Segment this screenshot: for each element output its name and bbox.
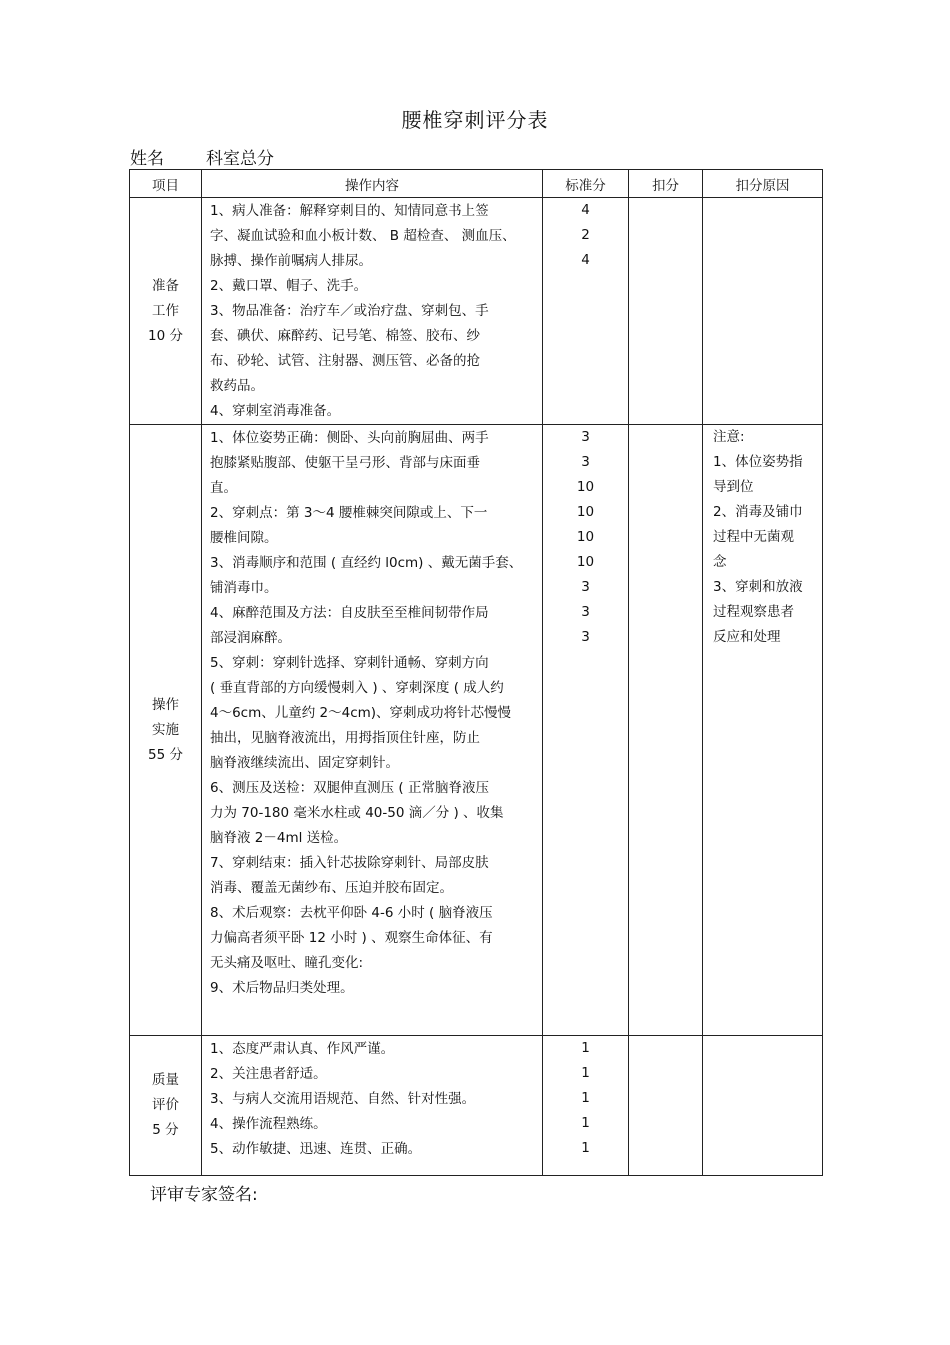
standard-score-value: 3 bbox=[581, 454, 590, 470]
content-line: 4、操作流程熟练。 bbox=[210, 1116, 327, 1132]
content-line: 4、麻醉范围及方法：自皮肤至至椎间韧带作局 bbox=[210, 605, 489, 621]
content-line: 4～6cm、儿童约 2～4cm)、穿刺成功将针芯慢慢 bbox=[210, 705, 512, 721]
table-header-row bbox=[130, 170, 823, 198]
content-line: 抽出，见脑脊液流出，用拇指顶住针座，防止 bbox=[210, 730, 480, 746]
section-item-label: 5 分 bbox=[152, 1122, 179, 1138]
content-line: 5、穿刺：穿刺针选择、穿刺针通畅、穿刺方向 bbox=[210, 655, 489, 671]
content-line: 套、碘伏、麻醉药、记号笔、棉签、胶布、纱 bbox=[210, 328, 480, 344]
deduction-reason-line: 过程观察患者 bbox=[713, 604, 794, 620]
content-line: 3、物品准备：治疗车／或治疗盘、穿刺包、手 bbox=[210, 303, 489, 319]
deduction-reason-cell[interactable] bbox=[703, 425, 823, 1036]
expert-signature-label: 评审专家签名: bbox=[150, 1185, 258, 1205]
standard-score-cell bbox=[543, 425, 629, 1036]
standard-score-cell bbox=[543, 1036, 629, 1176]
deduction-reason-line: 2、消毒及铺巾 bbox=[713, 504, 803, 520]
content-line: 字、凝血试验和血小板计数、 B 超检查、 测血压、 bbox=[210, 228, 516, 244]
column-header-standard-score: 标准分 bbox=[543, 170, 629, 198]
content-line: 抱膝紧贴腹部、使躯干呈弓形、背部与床面垂 bbox=[210, 455, 480, 471]
standard-score-value: 3 bbox=[581, 629, 590, 645]
deduction-reason-line: 1、体位姿势指 bbox=[713, 454, 803, 470]
table-row-preparation bbox=[130, 198, 823, 425]
section-item-label: 10 分 bbox=[148, 327, 183, 344]
name-label: 姓名 bbox=[130, 149, 164, 169]
content-line: 2、关注患者舒适。 bbox=[210, 1066, 327, 1082]
content-line: 6、测压及送检：双腿伸直测压 ( 正常脑脊液压 bbox=[210, 780, 489, 796]
standard-score-value: 2 bbox=[581, 227, 590, 243]
section-item-cell bbox=[130, 1036, 202, 1176]
standard-score-value: 10 bbox=[576, 554, 595, 570]
content-line: ( 垂直背部的方向缓慢刺入 ) 、穿刺深度 ( 成人约 bbox=[210, 680, 504, 696]
deduction-reason-cell[interactable] bbox=[703, 1036, 823, 1176]
scoring-table bbox=[129, 169, 823, 1176]
standard-score-value: 1 bbox=[581, 1090, 590, 1106]
content-line: 1、体位姿势正确：侧卧、头向前胸屈曲、两手 bbox=[210, 430, 489, 446]
deduction-reason-line: 过程中无菌观 bbox=[713, 529, 794, 545]
standard-score-value: 1 bbox=[581, 1040, 590, 1056]
section-item-label: 操作 bbox=[152, 696, 179, 713]
content-line: 1、态度严肃认真、作风严谨。 bbox=[210, 1041, 395, 1057]
content-line: 9、术后物品归类处理。 bbox=[210, 980, 354, 996]
content-line: 2、戴口罩、帽子、洗手。 bbox=[210, 278, 368, 294]
department-total-score-label: 科室总分 bbox=[206, 149, 274, 169]
content-line: 力偏高者须平卧 12 小时 ) 、观察生命体征、有 bbox=[210, 930, 493, 946]
standard-score-cell bbox=[543, 198, 629, 425]
content-line: 铺消毒巾。 bbox=[210, 580, 278, 596]
deduction-reason-line: 反应和处理 bbox=[713, 629, 781, 645]
deduction-cell[interactable] bbox=[629, 1036, 703, 1176]
deduction-reason-line: 念 bbox=[713, 554, 727, 570]
content-line: 1、病人准备：解释穿刺目的、知情同意书上签 bbox=[210, 203, 489, 219]
section-content-cell bbox=[202, 198, 543, 425]
content-line: 部浸润麻醉。 bbox=[210, 630, 291, 646]
table-row-quality bbox=[130, 1036, 823, 1176]
content-line: 直。 bbox=[210, 480, 237, 496]
content-line: 救药品。 bbox=[210, 378, 264, 394]
section-content-cell bbox=[202, 425, 543, 1036]
content-line: 5、动作敏捷、迅速、连贯、正确。 bbox=[210, 1141, 422, 1157]
section-item-label: 55 分 bbox=[148, 746, 183, 763]
column-header-deduction-reason: 扣分原因 bbox=[703, 170, 823, 198]
deduction-cell[interactable] bbox=[629, 425, 703, 1036]
standard-score-value: 1 bbox=[581, 1065, 590, 1081]
content-line: 布、砂轮、试管、注射器、测压管、必备的抢 bbox=[210, 353, 480, 369]
standard-score-value: 1 bbox=[581, 1140, 590, 1156]
section-item-cell bbox=[130, 198, 202, 425]
standard-score-value: 10 bbox=[576, 479, 595, 495]
standard-score-value: 3 bbox=[581, 579, 590, 595]
standard-score-value: 1 bbox=[581, 1115, 590, 1131]
standard-score-value: 3 bbox=[581, 429, 590, 445]
deduction-reason-line: 导到位 bbox=[713, 479, 754, 495]
content-line: 脑脊液继续流出、固定穿刺针。 bbox=[210, 755, 399, 771]
deduction-cell[interactable] bbox=[629, 198, 703, 425]
column-header-deduction: 扣分 bbox=[629, 170, 703, 198]
content-line: 脑脊液 2－4ml 送检。 bbox=[210, 830, 348, 846]
deduction-reason-line: 注意: bbox=[713, 429, 745, 445]
content-line: 2、穿刺点：第 3～4 腰椎棘突间隙或上、下一 bbox=[210, 505, 488, 521]
column-header-item: 项目 bbox=[130, 170, 202, 198]
column-header-content: 操作内容 bbox=[202, 170, 543, 198]
section-item-label: 准备 bbox=[152, 277, 179, 294]
content-line: 3、消毒顺序和范围 ( 直经约 l0cm) 、戴无菌手套、 bbox=[210, 555, 523, 571]
content-line: 力为 70-180 毫米水柱或 40-50 滴／分 ) 、收集 bbox=[210, 805, 504, 821]
section-item-cell bbox=[130, 425, 202, 1036]
section-content-cell bbox=[202, 1036, 543, 1176]
deduction-reason-cell[interactable] bbox=[703, 198, 823, 425]
content-line: 无头痛及呕吐、瞳孔变化: bbox=[210, 955, 364, 971]
content-line: 3、与病人交流用语规范、自然、针对性强。 bbox=[210, 1091, 476, 1107]
content-line: 8、术后观察：去枕平仰卧 4-6 小时 ( 脑脊液压 bbox=[210, 905, 493, 921]
content-line: 消毒、覆盖无菌纱布、压迫并胶布固定。 bbox=[210, 880, 453, 896]
standard-score-value: 10 bbox=[576, 529, 595, 545]
content-line: 腰椎间隙。 bbox=[210, 530, 278, 546]
section-item-label: 评价 bbox=[152, 1097, 179, 1113]
standard-score-value: 3 bbox=[581, 604, 590, 620]
standard-score-value: 10 bbox=[576, 504, 595, 520]
content-line: 4、穿刺室消毒准备。 bbox=[210, 403, 341, 419]
standard-score-value: 4 bbox=[581, 252, 590, 268]
page-title: 腰椎穿刺评分表 bbox=[401, 108, 549, 132]
content-line: 脉搏、操作前嘱病人排尿。 bbox=[210, 253, 372, 269]
section-item-label: 工作 bbox=[152, 302, 179, 319]
deduction-reason-line: 3、穿刺和放液 bbox=[713, 579, 803, 595]
standard-score-value: 4 bbox=[581, 202, 590, 218]
section-item-label: 质量 bbox=[152, 1072, 179, 1088]
content-line: 7、穿刺结束：插入针芯拔除穿刺针、局部皮肤 bbox=[210, 855, 489, 871]
section-item-label: 实施 bbox=[152, 721, 179, 738]
table-row-operation bbox=[130, 425, 823, 1036]
